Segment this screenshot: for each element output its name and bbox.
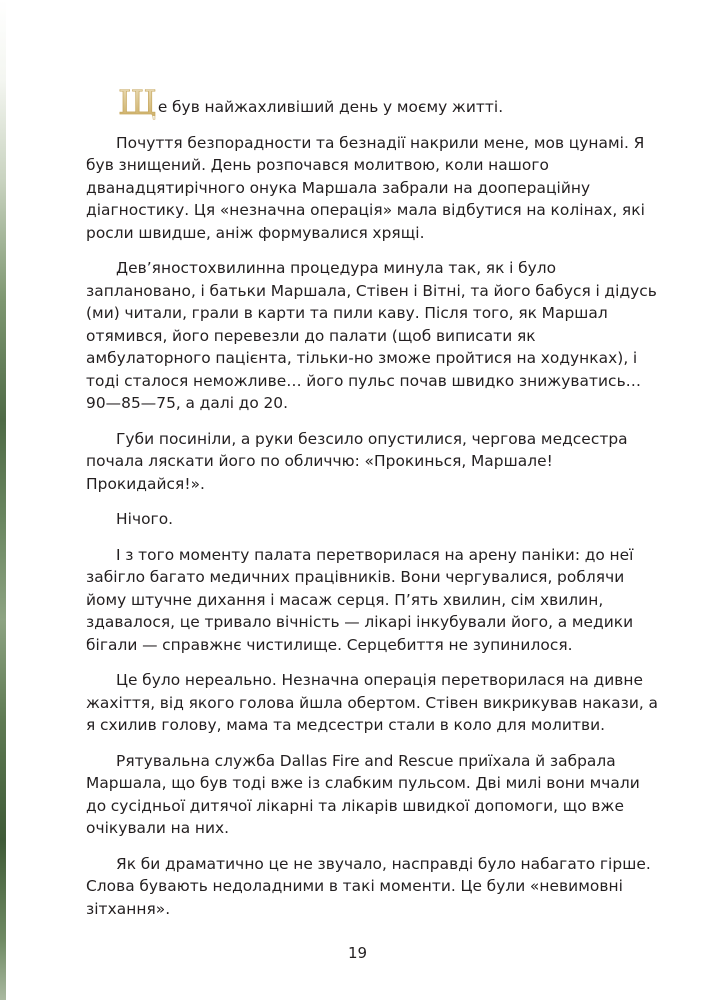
opening-paragraph — [86, 83, 660, 123]
page-edge-strip — [0, 0, 6, 1000]
paragraph-2: Дев’яностохвилинна процедура минула так, як і було заплановано, і батьки Маршала, Стівен і Вітні, та його бабуся і дідусь (ми) читали, грали в карти та пили каву. Після того, як Маршал отямився, його перевезли до палати (щоб виписати як амбулаторного пацієнта, тільки-но зможе пройтися на ходунках), і тоді сталося неможливе… його пульс почав швидко знижуватись… 90—85—75, а далі до 20. — [86, 259, 657, 412]
paragraph-6: Це було нереально. Незначна операція перетворилася на дивне жахіття, від якого голова йшла обертом. Стівен викрикував накази, а я схилив голову, мама та медсестри стали в коло для молитви. — [86, 671, 658, 734]
paragraph-1: Почуття безпорадности та безнадії накрили мене, мов цунамі. Я був знищений. День розпочався молитвою, коли нашого дванадцятирічного онука Маршала забрали на доопераційну діагностику. Ця «незначна операція» мала відбутися на колінах, які росли швидше, аніж формувалися хрящі. — [86, 133, 645, 242]
page-body — [86, 82, 660, 933]
paragraph-8: Як би драматично це не звучало, насправді було набагато гірше. Слова бувають недоладними в такі моменти. Це були «невимовні зітхання». — [86, 854, 651, 918]
opening-line-text: е був найжахливіший день у моєму житті. — [157, 98, 504, 116]
page-number: 19 — [347, 944, 368, 962]
paragraph-7: Рятувальна служба Dallas Fire and Rescue приїхала й забрала Маршала, що був тоді вже із слабким пульсом. Дві милі вони мчали до сусідньої дитячої лікарні та лікарів швидкої допомоги, що вже очікували на них. — [86, 751, 640, 837]
paragraph-4: Нічого. — [116, 510, 174, 528]
drop-cap-letter: Щ — [118, 83, 157, 123]
paragraph-5: І з того моменту палата перетворилася на арену паніки: до неї забігло багато медичних працівників. Вони чергувалися, роблячи йому штучне дихання і масаж серця. П’ять хвилин, сім хвилин, здавалося, це тривало вічність — лікарі інкубували його, а медики бігали — справжнє чистилище. Серцебиття не зупинилося. — [86, 545, 634, 654]
paragraph-3: Губи посиніли, а руки безсило опустилися, чергова медсестра почала ляскати його по обличчю: «Прокинься, Маршале! Прокидайся!». — [86, 429, 628, 493]
